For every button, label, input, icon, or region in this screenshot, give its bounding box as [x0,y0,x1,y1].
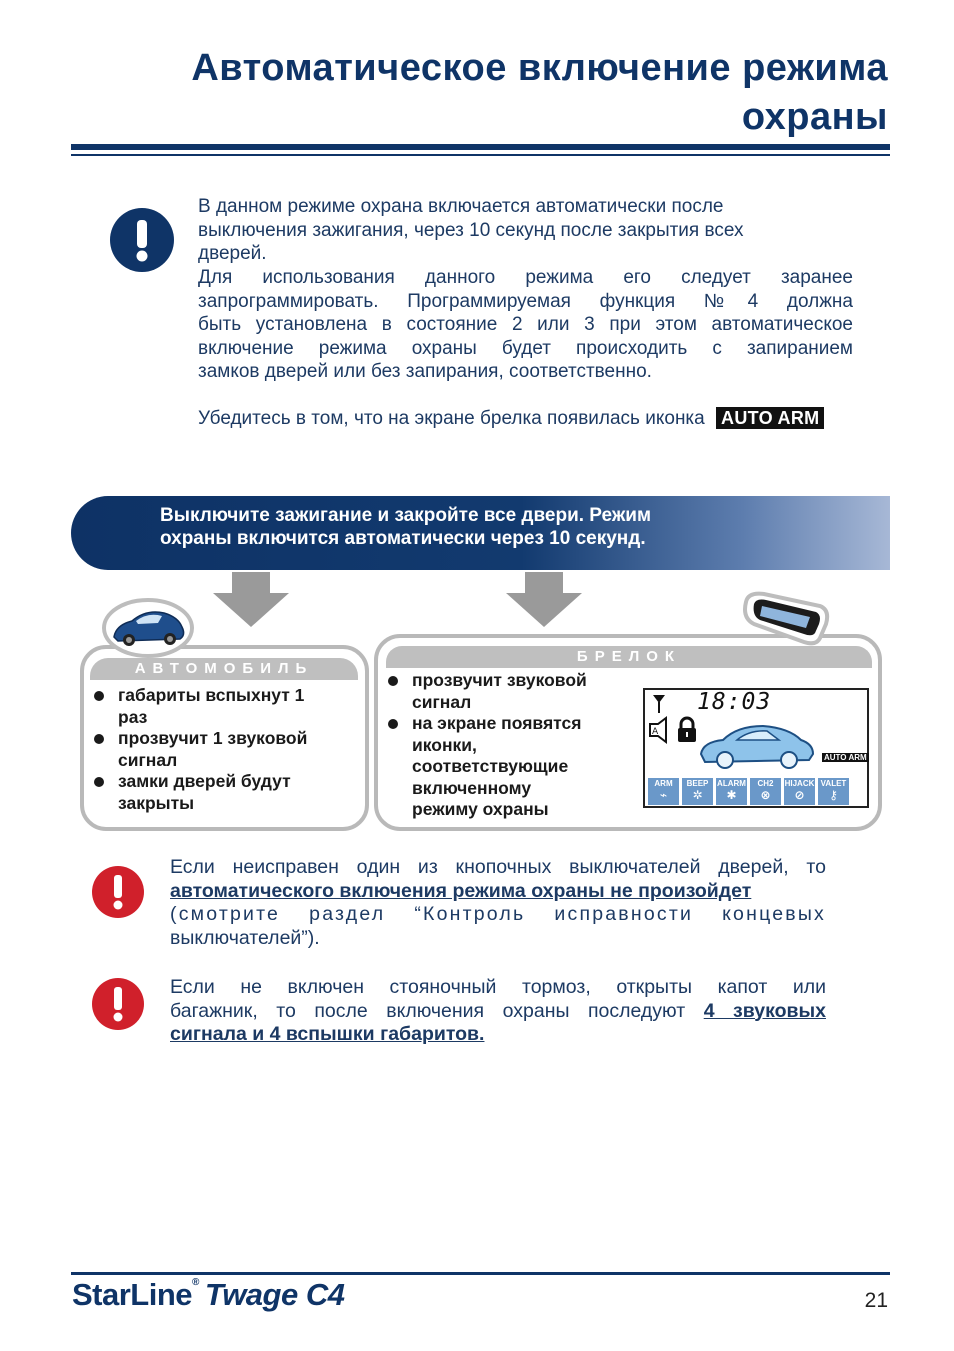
warning-2-emphasis: сигнала и 4 вспышки габаритов. [170,1023,485,1045]
lcd-alarm-icon: ALARM ✱ [716,778,747,805]
list-item [86,728,356,771]
key-fob-icon [740,588,832,653]
info-check-line [198,407,898,431]
svg-text:A: A [652,727,659,737]
banner-line-2: охраны включится автоматически через 10 секунд. [160,528,646,549]
brand-name: StarLine [72,1277,193,1312]
footer-divider [71,1272,890,1275]
info-p1-line: выключения зажигания, через 10 секунд после закрытия всех [198,219,744,241]
info-p2-line: запрограммировать. Программируемая функция №4 должна [198,290,853,312]
list-item [380,713,630,821]
fob-panel-list [380,670,630,821]
page-number: 21 [864,1289,888,1312]
warning-exclamation-icon [92,866,144,918]
list-item-line: раз [118,706,148,727]
list-item-line: сигнал [412,691,472,712]
warning-2-plain: багажник, то после включения охраны последуют [170,999,686,1022]
title-divider-thin [71,154,890,156]
list-item-line: прозвучит 1 звуковой [118,728,308,748]
lcd-ch2-icon: CH2 ⊗ [750,778,781,805]
title-divider-thick [71,144,890,150]
banner-line-1: Выключите зажигание и закройте все двери. Режим [160,505,652,526]
info-p2-line: включение режима охраны будет происходить с запиранием [198,337,853,359]
list-item-line: замки дверей будут [118,771,291,791]
info-exclamation-icon [110,208,174,272]
info-paragraph-1 [198,195,853,266]
lcd-valet-icon: VALET ⚷ [818,778,849,805]
lcd-icon-label: ARM [654,779,673,788]
lcd-icon-label: VALET [820,779,847,788]
list-item-line: на экране появятся [412,713,582,733]
list-item-line: закрыты [118,792,195,813]
fob-panel-header: БРЕЛОК [386,646,872,668]
warning-2-bold-line [170,1023,826,1047]
lcd-icon-label: ALARM [717,779,746,788]
warning-2-text [170,976,826,1047]
down-arrow-icon [213,593,289,627]
page-title-line-2: охраны [741,96,888,138]
list-item-line: режиму охраны [412,799,549,819]
info-paragraph-2 [198,266,853,384]
list-item-line: иконки, [412,734,477,755]
warning-1-bold-line [170,880,826,904]
lcd-icon-label: HIJACK [784,779,815,788]
list-item-line: включенному [412,777,532,798]
info-p1-line: В данном режиме охрана включается автоматически после [198,196,724,217]
siren-lock-icon [648,716,700,749]
list-item [380,670,630,713]
brand-model: Twage C4 [204,1277,345,1312]
list-item-line: соответствующие [412,756,569,776]
info-p1-line: дверей. [198,243,267,264]
lcd-beep-icon: BEEP ✲ [682,778,713,805]
down-arrow-icon-stem [525,572,563,594]
info-p2-line: быть установлена в состояние 2 или 3 при этом автоматическое [198,314,853,335]
lcd-arm-icon: ARM ⌁ [648,778,679,805]
info-p2-line: Для использования данного режима его следует заранее [198,267,853,288]
brand-logo [72,1277,344,1313]
list-item [86,685,356,728]
instruction-banner-text [160,504,800,550]
lcd-icon-row [648,778,849,805]
lcd-car-icon [697,718,817,775]
sports-car-icon [102,597,194,664]
brand-registered-mark: ® [192,1277,199,1288]
warning-1-emphasis: автоматического включения режима охраны не произойдет [170,879,752,902]
down-arrow-icon [506,593,582,627]
page-title-line-1: Автоматическое включение режима [191,47,888,89]
car-panel-header: АВТОМОБИЛЬ [90,658,358,680]
car-panel-list [86,685,356,814]
warning-1-line: выключателей”). [170,926,320,949]
warning-exclamation-icon [92,978,144,1030]
check-text: Убедитесь в том, что на экране брелка появилась иконка [198,408,705,429]
auto-arm-badge: AUTO ARM [716,407,824,429]
warning-1-line: Если неисправен один из кнопочных выключателей дверей, то [170,856,826,878]
list-item-line: сигнал [118,749,178,770]
list-item [86,771,356,814]
info-p2-line: замков дверей или без запирания, соответственно. [198,361,652,382]
list-item-line: габариты вспыхнут 1 [118,685,305,705]
warning-2-mixed-line [170,1000,826,1024]
lcd-hijack-icon: HIJACK ⊘ [784,778,815,805]
warning-1-line: (смотрите раздел “Контроль исправности концевых [170,903,826,925]
list-item-line: прозвучит звуковой [412,670,587,690]
lcd-icon-label: CH2 [757,779,774,788]
warning-2-emphasis: 4 звуковых [703,999,826,1022]
warning-1-text [170,856,826,950]
lcd-auto-arm-badge: AUTO ARM [824,753,867,762]
warning-2-line: Если не включен стояночный тормоз, открыты капот или [170,976,826,998]
lcd-icon-label: BEEP [686,779,709,788]
down-arrow-icon-stem [232,572,270,594]
lcd-time: 18:03 [697,689,772,715]
